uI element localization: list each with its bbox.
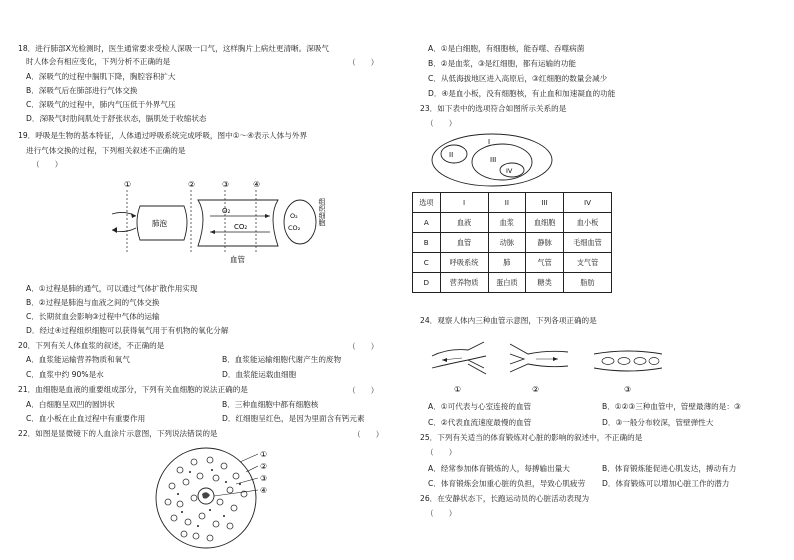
q20-option-d: D．血浆能运载血细胞 — [222, 370, 297, 379]
q20-stem: 20．下列有关人体血浆的叙述，不正确的是 — [18, 341, 165, 350]
venn-label-i: I — [488, 138, 491, 146]
smear-label-2: ② — [260, 462, 268, 471]
q19-option-d: D．经过④过程组织细胞可以获得氧气用于有机物的氧化分解 — [26, 326, 229, 335]
smear-label-3: ③ — [260, 474, 268, 483]
table-cell: 血浆 — [488, 213, 526, 233]
blood-smear-diagram — [150, 442, 280, 554]
table-cell: B — [413, 233, 441, 253]
process-4-label: ④ — [253, 180, 261, 189]
q20-answer-paren: （ ） — [348, 342, 379, 351]
table-cell: D — [413, 273, 441, 293]
table-header-cell: I — [440, 193, 488, 213]
q23-answer-paren: （ ） — [426, 119, 457, 128]
q23-stem: 23．如下表中的选项符合如图所示关系的是 — [420, 104, 567, 113]
blood-vessels-diagram — [428, 334, 668, 396]
table-header-cell: II — [488, 193, 526, 213]
q24-option-b: B．①②③三种血管中，管壁最薄的是：③ — [602, 402, 741, 411]
q26-answer-paren: （ ） — [426, 509, 457, 518]
venn-label-iii: III — [490, 156, 497, 164]
table-header-cell: III — [526, 193, 564, 213]
table-cell: 肺 — [488, 253, 526, 273]
q18-option-b: B．深吸气后在肺部进行气体交换 — [26, 86, 138, 95]
table-header-cell: IV — [564, 193, 612, 213]
table-row — [413, 213, 612, 233]
q19-stem-line2: 进行气体交换的过程，下列相关叙述不正确的是 — [26, 146, 186, 155]
table-cell: 血细胞 — [526, 213, 564, 233]
q22-option-c: C．从低海拔地区进入高原后，③红细胞的数量会减少 — [428, 74, 608, 83]
q18-option-c: C．深吸气的过程中，肺内气压低于外界气压 — [26, 100, 176, 109]
o2-label-right: O₂ — [290, 212, 298, 220]
table-cell: 静脉 — [526, 233, 564, 253]
process-2-label: ② — [188, 180, 196, 189]
q25-option-c: C．体育锻炼会加重心脏的负担，导致心肌疲劳 — [428, 479, 586, 488]
o2-label-left: O₂ — [222, 207, 231, 215]
q25-option-a: A．经常参加体育锻炼的人，每搏输出量大 — [428, 464, 570, 473]
venn-label-iv: IV — [506, 167, 513, 175]
alveolus-label: 肺泡 — [152, 219, 167, 228]
table-cell: 呼吸系统 — [440, 253, 488, 273]
q25-option-d: D．体育锻炼可以增加心脏工作的潜力 — [602, 479, 730, 488]
table-row — [413, 233, 612, 253]
table-header-cell: 选项 — [413, 193, 441, 213]
table-cell: 脂肪 — [564, 273, 612, 293]
q21-option-b: B．三种血细胞中都有细胞核 — [222, 400, 319, 409]
table-cell: 糖类 — [526, 273, 564, 293]
q18-answer-paren: （ ） — [348, 58, 379, 67]
q24-option-d: D．③一般分布较深，管壁弹性大 — [602, 418, 714, 427]
table-cell: 气管 — [526, 253, 564, 273]
q25-option-b: B．体育锻炼能促进心肌发达，搏动有力 — [602, 464, 737, 473]
vessel-label-2: ② — [532, 385, 540, 394]
q25-answer-paren: （ ） — [426, 448, 457, 457]
q26-stem: 26．在安静状态下，长跑运动员的心脏活动表现为 — [420, 494, 590, 503]
q25-stem: 25．下列有关适当的体育锻炼对心脏的影响的叙述中，不正确的是 — [420, 433, 643, 442]
table-row — [413, 273, 612, 293]
table-cell: 支气管 — [564, 253, 612, 273]
q21-option-c: C．血小板在止血过程中有重要作用 — [26, 414, 146, 423]
process-1-label: ① — [124, 180, 132, 189]
table-header-row — [413, 193, 612, 213]
venn-diagram — [428, 132, 558, 190]
vessel-label-3: ③ — [624, 385, 632, 394]
vessel-label-1: ① — [454, 385, 462, 394]
q24-stem: 24．观察人体内三种血管示意图，下列各项正确的是 — [420, 316, 597, 325]
smear-label-4: ④ — [260, 486, 268, 495]
q19-answer-paren: （ ） — [32, 160, 63, 169]
q20-option-c: C．血浆中约 90%是水 — [26, 370, 104, 379]
q19-stem-line1: 19．呼吸是生物的基本特征，人体通过呼吸系统完成呼吸，图中①～④表示人体与外界 — [18, 131, 308, 140]
table-cell: C — [413, 253, 441, 273]
q19-option-a: A．①过程是肺的通气，可以通过气体扩散作用实现 — [26, 284, 198, 293]
q22-option-d: D．④是血小板，没有细胞核，有止血和加速凝血的功能 — [428, 89, 616, 98]
q22-option-a: A．①是白细胞，有细胞核，能吞噬、吞噬病菌 — [428, 44, 585, 53]
respiration-diagram — [110, 176, 340, 276]
smear-label-1: ① — [260, 450, 268, 459]
q23-table — [412, 192, 612, 293]
q21-answer-paren: （ ） — [348, 386, 379, 395]
table-row — [413, 253, 612, 273]
table-cell: 血液 — [440, 213, 488, 233]
q19-option-b: B．②过程是肺泡与血液之间的气体交换 — [26, 298, 160, 307]
q20-option-a: A．血浆能运输营养物质和氧气 — [26, 355, 130, 364]
q18-option-a: A．深吸气的过程中膈肌下降，胸腔容积扩大 — [26, 72, 176, 81]
q21-option-a: A．白细胞呈双凹的圆饼状 — [26, 400, 115, 409]
tissue-cell-label: 组织细胞 — [318, 198, 326, 226]
q21-option-d: D．红细胞呈红色，是因为里面含有钙元素 — [222, 414, 365, 423]
vessel-label: 血管 — [230, 255, 245, 264]
q24-option-c: C．②代表血流速度最慢的血管 — [428, 418, 532, 427]
q22-stem: 22．如图是显微镜下的人血涂片示意图，下列说法错误的是 — [18, 429, 218, 438]
q20-option-b: B．血浆能运输细胞代谢产生的废物 — [222, 355, 342, 364]
q18-stem-line2: 时人体会有相应变化，下列分析不正确的是 — [26, 57, 171, 66]
co2-label-left: CO₂ — [234, 223, 248, 231]
table-cell: 血小板 — [564, 213, 612, 233]
q18-option-d: D．深吸气时肋间肌处于舒张状态，膈肌处于收缩状态 — [26, 114, 207, 123]
process-3-label: ③ — [222, 180, 230, 189]
q22-answer-paren: （ ） — [353, 430, 384, 439]
q21-stem: 21．血细胞是血液的重要组成部分，下列有关血细胞的说法正确的是 — [18, 385, 248, 394]
table-cell: 毛细血管 — [564, 233, 612, 253]
co2-label-right: CO₂ — [288, 224, 301, 232]
venn-label-ii: II — [449, 151, 454, 159]
q24-option-a: A．①可代表与心室连接的血管 — [428, 402, 532, 411]
table-cell: 血管 — [440, 233, 488, 253]
table-cell: 营养物质 — [440, 273, 488, 293]
table-cell: 蛋白质 — [488, 273, 526, 293]
table-cell: A — [413, 213, 441, 233]
q18-stem-line1: 18．进行肺部X光检测时，医生通常要求受检人深吸一口气，这样胸片上病灶更清晰。深吸气 — [18, 44, 330, 53]
q22-option-b: B．②是血浆，③是红细胞，都有运输的功能 — [428, 59, 576, 68]
q19-option-c: C．长期贫血会影响③过程中气体的运输 — [26, 312, 160, 321]
table-cell: 动脉 — [488, 233, 526, 253]
